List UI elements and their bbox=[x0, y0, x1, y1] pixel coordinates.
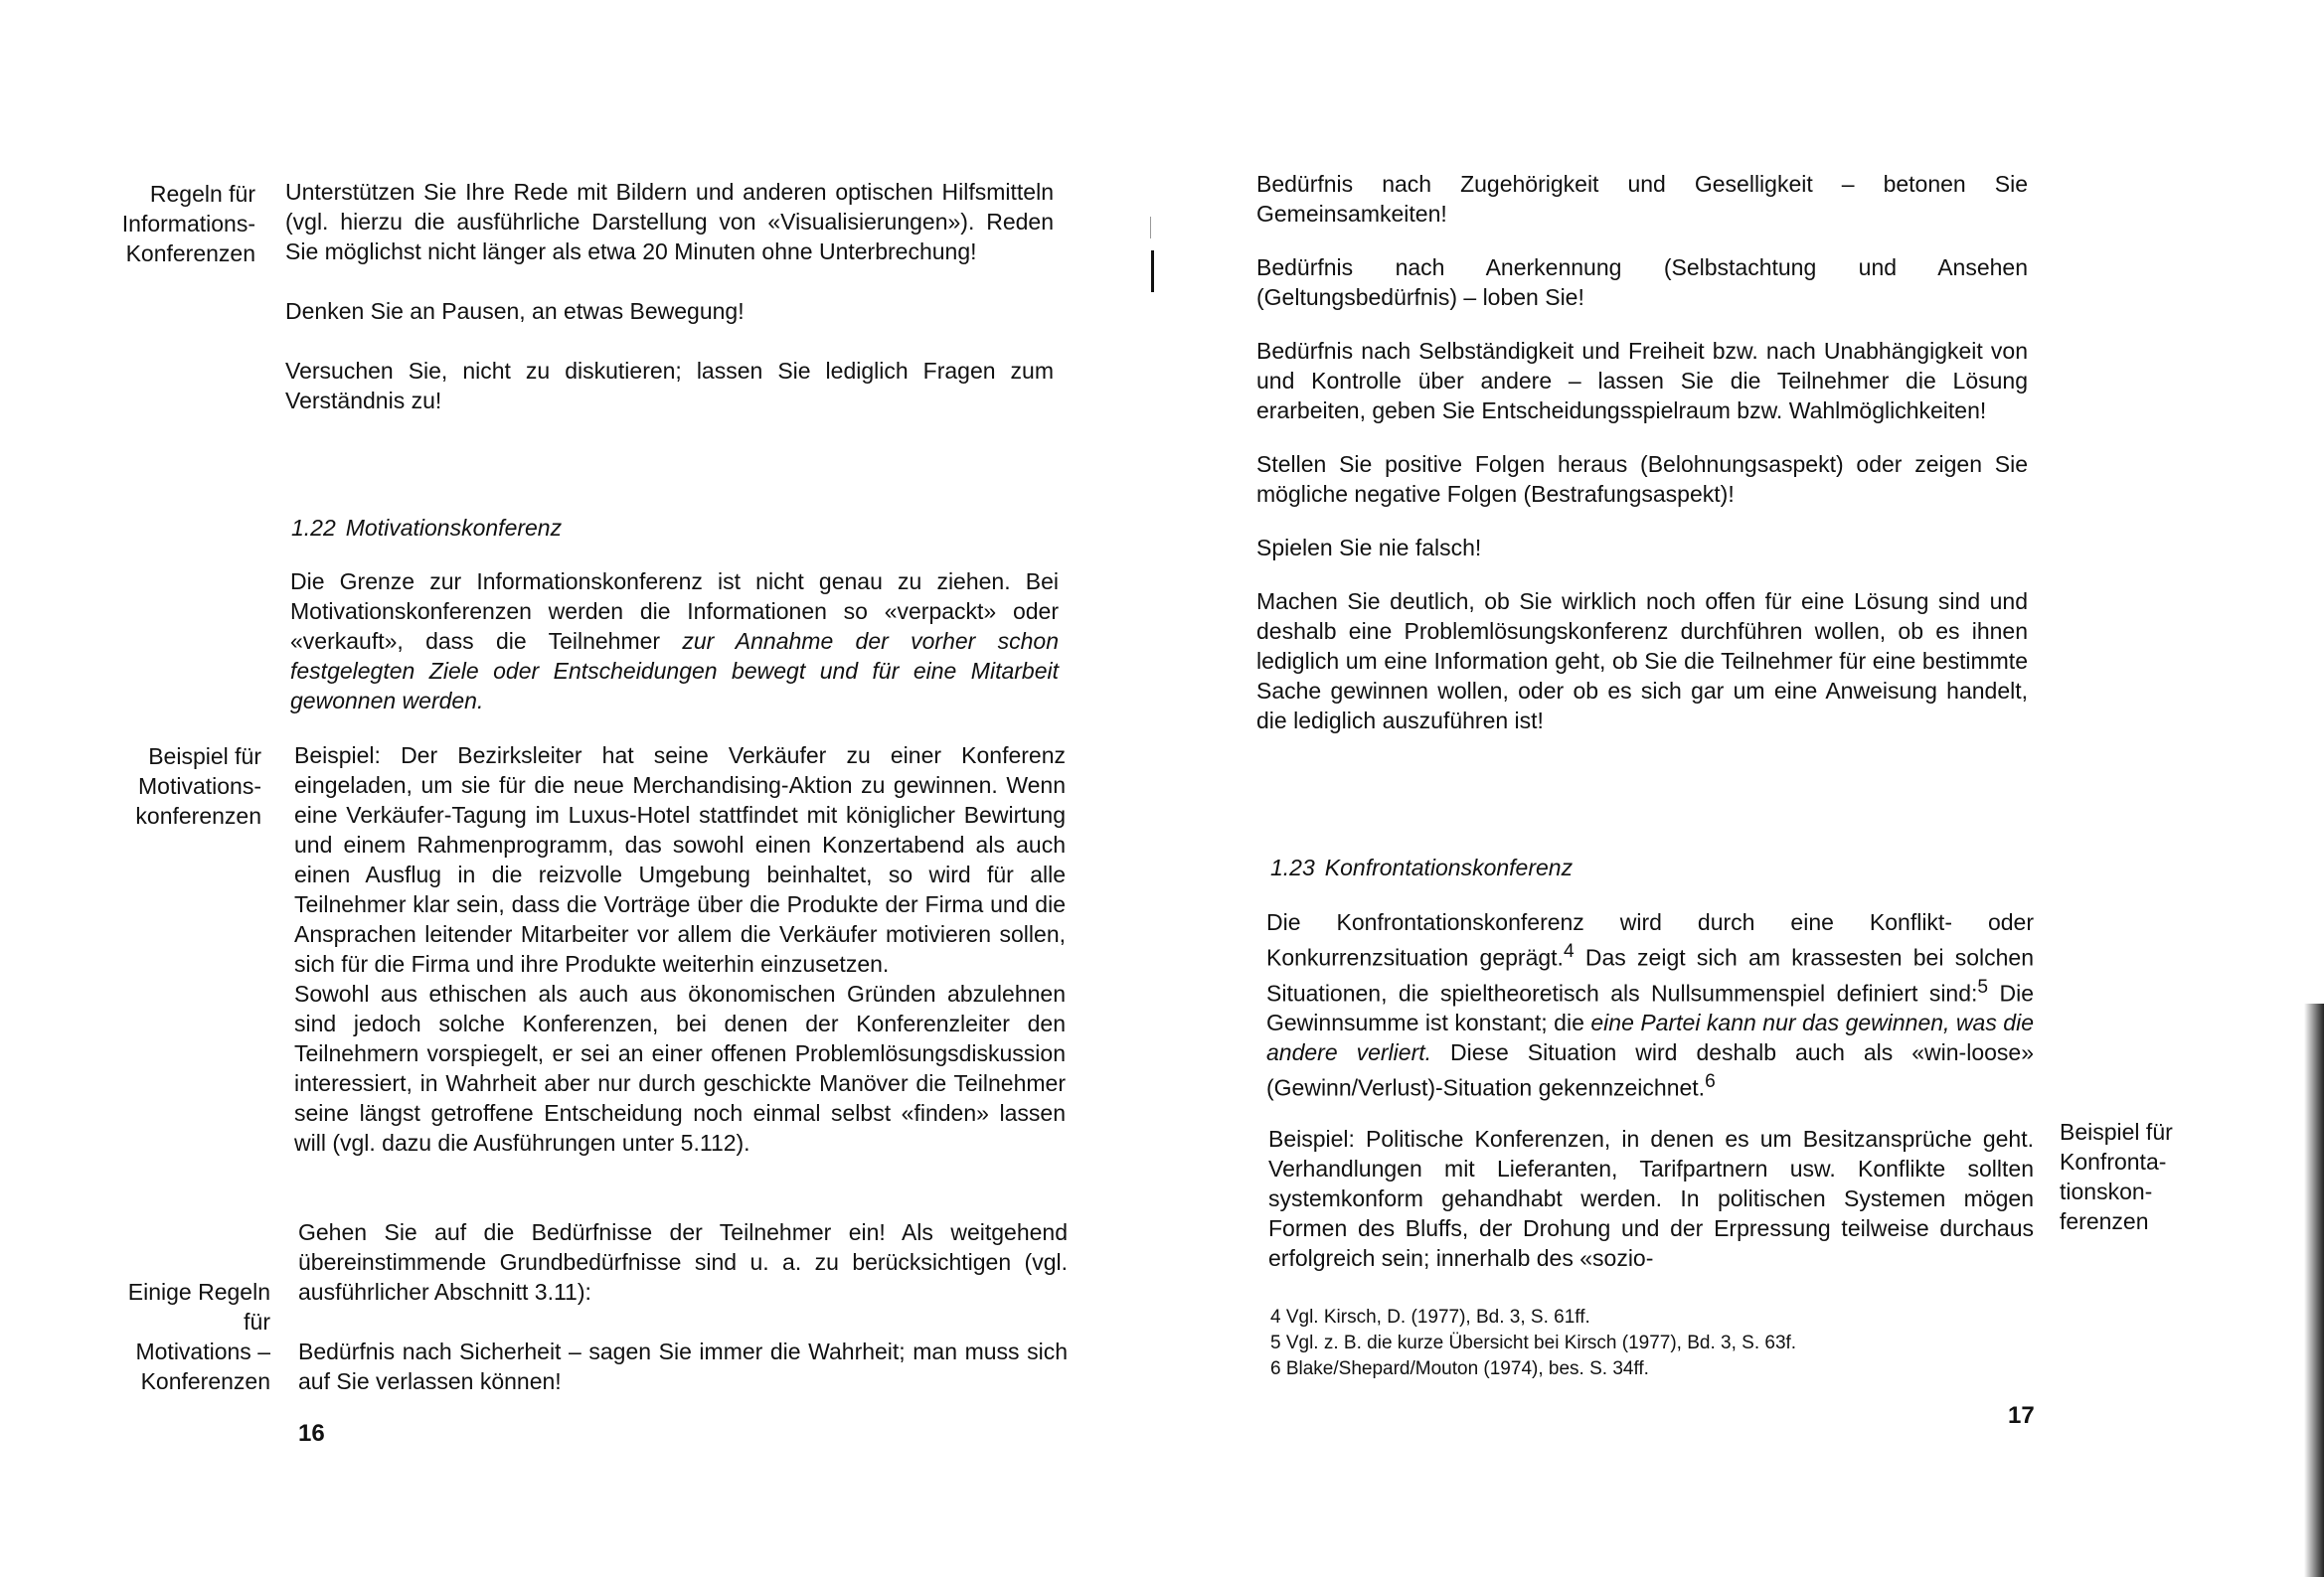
paragraph: Bedürfnis nach Anerkennung (Selbstachtung und Ansehen (Geltungsbedürfnis) – loben Sie! bbox=[1256, 254, 2028, 310]
needs-text bbox=[298, 1217, 1068, 1396]
text-run: Die Konfrontationskonferenz wird durch eine Konflikt- oder Konkurrenzsituation geprägt. bbox=[1266, 909, 2034, 971]
text-run: Das zeigt sich am krassesten bei solchen Situationen, die spieltheoretisch als Nullsummenspiel definiert sind: bbox=[1266, 944, 2034, 1007]
gutter-mark-faint bbox=[1150, 217, 1151, 238]
section-title: Motivationskonferenz bbox=[345, 515, 563, 541]
footnote-ref: 6 bbox=[1705, 1071, 1716, 1093]
paragraph: Bedürfnis nach Zugehörigkeit und Geselligkeit – betonen Sie Gemeinsamkeiten! bbox=[1256, 171, 2028, 227]
margin-note-line: Beispiel für bbox=[2060, 1119, 2173, 1145]
margin-note-line: Regeln für bbox=[149, 181, 255, 207]
paragraph: Stellen Sie positive Folgen heraus (Belohnungsaspekt) oder zeigen Sie mögliche negative Folgen (Bestrafungsaspekt)! bbox=[1256, 451, 2028, 507]
margin-note-line: Konferenzen bbox=[125, 240, 255, 266]
motivation-example-text bbox=[294, 740, 1066, 1158]
margin-note-line: Konfronta- bbox=[2060, 1149, 2167, 1175]
page-number-16: 16 bbox=[298, 1420, 325, 1447]
text-run: Diese Situation wird deshalb auch als «win-loose» (Gewinn/Verlust)-Situation gekennzeichnet. bbox=[1266, 1039, 2034, 1101]
paragraph: Sowohl aus ethischen als auch aus ökonomischen Gründen abzulehnen sind jedoch solche Konferenzen, bei denen der Konferenzleiter den Teilnehmern vorspiegelt, er sei an einer offenen Problemlösungsdiskussion interessiert, in Wahrheit aber nur durch geschickte Manöver die Teilnehmer seine längst getroffene Entscheidung noch einmal selbst «finden» lassen will (vgl. dazu die Ausführungen unter 5.112). bbox=[294, 981, 1066, 1156]
paragraph: Beispiel: Der Bezirksleiter hat seine Verkäufer zu einer Konferenz eingeladen, um sie für die neue Merchandising-Aktion zu gewinnen. Wenn eine Verkäufer-Tagung im Luxus-Hotel stattfindet mit königlicher Bewirtung und einem Rahmenprogramm, das sowohl einen Konzertabend als auch einen Ausflug in die reizvolle Umgebung beinhaltet, so wird für alle Teilnehmer klar sein, dass die Vorträge über die Produkte der Firma und die Ansprachen leitender Mitarbeiter vor allem die Verkäufer motivieren sollen, sich für die Firma und ihre Produkte weiterhin einzusetzen. bbox=[294, 742, 1066, 977]
section-heading-1-23 bbox=[1270, 853, 1573, 882]
margin-note-motivation-example bbox=[135, 741, 261, 831]
margin-note-line: Informations- bbox=[121, 211, 255, 237]
text-emphasis: eine Partei kann nur das gewinnen, was die andere verliert. bbox=[1266, 1010, 2035, 1066]
paragraph: Gehen Sie auf die Bedürfnisse der Teilnehmer ein! Als weitgehend übereinstimmende Grundbedürfnisse sind u. a. zu berücksichtigen (vgl. ausführlicher Abschnitt 3.11): bbox=[298, 1219, 1068, 1305]
paragraph: Machen Sie deutlich, ob Sie wirklich noch offen für eine Lösung sind und deshalb eine Problemlösungskonferenz durchführen wollen, ob es ihnen lediglich um eine Information geht, ob Sie die Teilnehmer für eine bestimmte Sache gewinnen wollen, oder ob es sich gar um eine Anweisung handelt, die lediglich auszuführen ist! bbox=[1256, 588, 2028, 733]
margin-note-motivation-rules bbox=[128, 1277, 270, 1396]
paragraph: Unterstützen Sie Ihre Rede mit Bildern und anderen optischen Hilfsmitteln (vgl. hierzu die ausführliche Darstellung von «Visualisierungen»). Reden Sie möglichst nicht länger als etwa 20 Minuten ohne Unterbrechung! bbox=[285, 179, 1054, 264]
footnote-ref: 5 bbox=[1977, 976, 1989, 998]
confrontation-text bbox=[1266, 907, 2034, 1103]
paragraph: Bedürfnis nach Sicherheit – sagen Sie immer die Wahrheit; man muss sich auf Sie verlassen können! bbox=[298, 1339, 1068, 1394]
margin-note-line: für bbox=[244, 1309, 270, 1335]
right-page bbox=[1153, 0, 2324, 1577]
footnote: 5 Vgl. z. B. die kurze Übersicht bei Kirsch (1977), Bd. 3, S. 63f. bbox=[1270, 1333, 1797, 1353]
paragraph: Bedürfnis nach Selbständigkeit und Freiheit bzw. nach Unabhängigkeit von und Kontrolle über andere – lassen Sie die Teilnehmer die Lösung erarbeiten, geben Sie Entscheidungsspielraum bzw. Wahlmöglichkeiten! bbox=[1256, 338, 2028, 423]
info-rules-text bbox=[285, 177, 1054, 415]
section-number: 1.23 bbox=[1270, 855, 1315, 880]
footnotes bbox=[1270, 1305, 1796, 1382]
margin-note-line: konferenzen bbox=[135, 803, 261, 829]
paragraph: Beispiel: Politische Konferenzen, in denen es um Besitzansprüche geht. Verhandlungen mit Lieferanten, Tarifpartnern usw. Konflikte sollten systemkonform gehandhabt werden. In politischen Systemen mögen Formen des Bluffs, der Drohung und der Erpressung teilweise durchaus erfolgreich sein; innerhalb des «sozio- bbox=[1268, 1126, 2034, 1271]
margin-note-confrontation-example bbox=[2060, 1117, 2173, 1236]
margin-note-line: Konferenzen bbox=[140, 1368, 270, 1394]
margin-note-line: Motivations- bbox=[138, 773, 261, 799]
confrontation-example-text bbox=[1268, 1124, 2034, 1273]
page-number-17: 17 bbox=[2008, 1402, 2035, 1429]
margin-note-line: Beispiel für bbox=[148, 743, 261, 769]
paragraph bbox=[1266, 907, 2034, 1103]
footnote-ref: 4 bbox=[1563, 941, 1575, 962]
paragraph: Versuchen Sie, nicht zu diskutieren; lassen Sie lediglich Fragen zum Verständnis zu! bbox=[285, 358, 1054, 413]
margin-note-line: Einige Regeln bbox=[127, 1279, 270, 1305]
margin-note-line: ferenzen bbox=[2060, 1208, 2149, 1234]
scan-edge-shadow bbox=[2304, 1004, 2324, 1577]
needs-continued bbox=[1256, 169, 2028, 735]
section-number: 1.22 bbox=[291, 515, 336, 541]
margin-note-info-rules bbox=[122, 179, 255, 268]
section-heading-1-22 bbox=[291, 513, 562, 543]
margin-note-line: Motivations – bbox=[135, 1339, 270, 1364]
footnote: 6 Blake/Shepard/Mouton (1974), bes. S. 34ff. bbox=[1270, 1358, 1649, 1379]
intro-emphasis: zur Annahme der vorher schon festgelegten Ziele oder Entscheidungen bewegt und für eine Mitarbeit gewonnen werden. bbox=[290, 628, 1059, 713]
left-page bbox=[0, 0, 1153, 1577]
margin-note-line: tionskon- bbox=[2060, 1179, 2153, 1204]
footnote: 4 Vgl. Kirsch, D. (1977), Bd. 3, S. 61ff. bbox=[1270, 1307, 1590, 1328]
paragraph bbox=[290, 566, 1059, 715]
paragraph: Spielen Sie nie falsch! bbox=[1256, 535, 1482, 560]
section-title: Konfrontationskonferenz bbox=[1324, 855, 1574, 880]
motivation-intro bbox=[290, 566, 1059, 715]
paragraph: Denken Sie an Pausen, an etwas Bewegung! bbox=[285, 298, 745, 324]
text-run: Die Gewinnsumme ist konstant; die bbox=[1266, 980, 2035, 1036]
intro-text: Die Grenze zur Informationskonferenz ist nicht genau zu ziehen. Bei Motivationskonferenzen werden die Informationen so «verpackt» oder «verkauft», dass die Teilnehmer bbox=[290, 568, 1059, 654]
